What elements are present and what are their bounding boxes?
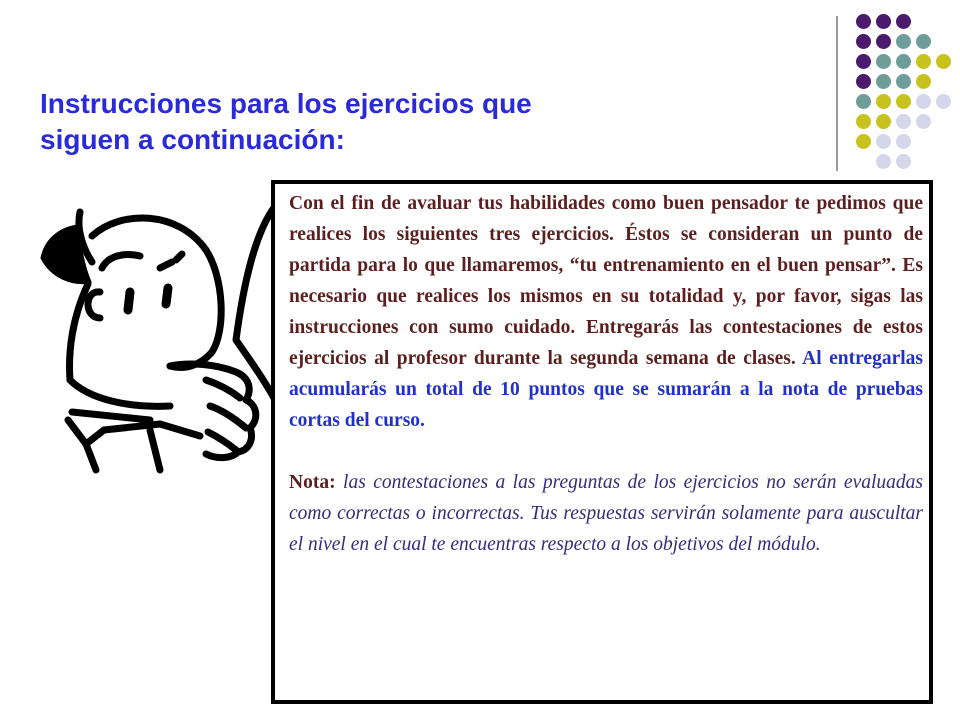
note-label: Nota:	[289, 472, 336, 493]
note-paragraph	[289, 467, 923, 560]
instructions-paragraph	[289, 188, 923, 436]
slide-title-line-2: siguen a continuación:	[40, 124, 345, 155]
note-text: las contestaciones a las preguntas de los ejercicios no serán evaluadas como correctas o incorrectas. Tus respuestas servirán solamente para auscultar el nivel en el cual te encuentras respecto a los objetivos del módulo.	[289, 472, 923, 555]
instructions-callout	[271, 180, 933, 704]
instructions-highlight-text: Al entregarlas acumularás un total de 10 puntos que se sumarán a la nota de pruebas cortas del curso.	[289, 348, 923, 431]
instructions-main-text: Con el fin de avaluar tus habilidades como buen pensador te pedimos que realices los siguientes tres ejercicios. Éstos se consideran un punto de partida para lo que llamaremos, “tu entrenamiento en el buen pensar”. Es necesario que realices los mismos en su totalidad y, por favor, sigas las instrucciones con sumo cuidado. Entregarás las contestaciones de estos ejercicios al profesor durante la segunda semana de clases.	[289, 193, 923, 369]
slide-title-line-1: Instrucciones para los ejercicios que	[40, 88, 532, 119]
